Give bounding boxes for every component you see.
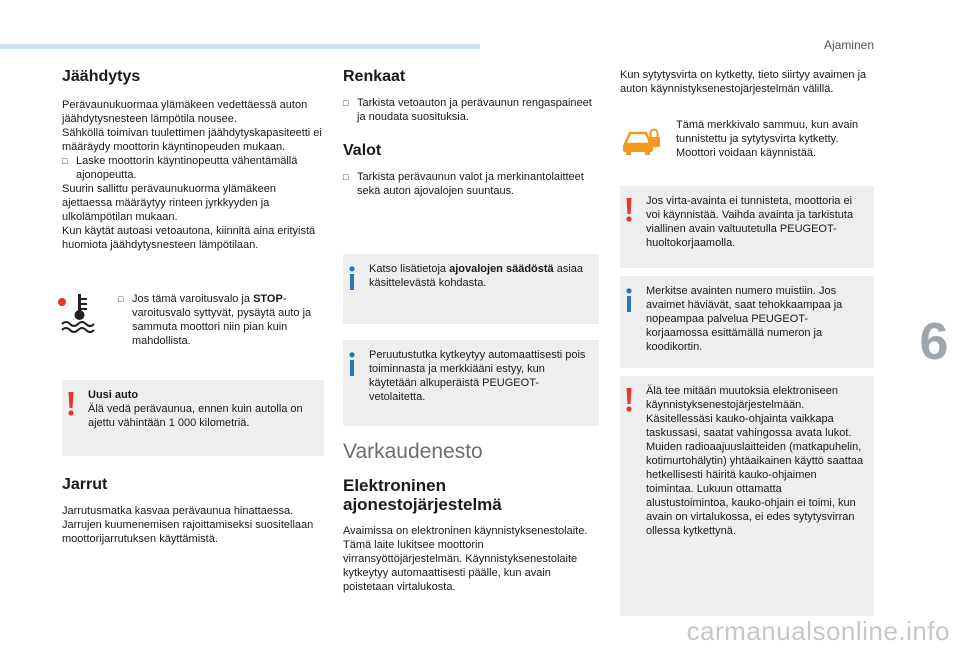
lights-title: Valot xyxy=(343,142,382,159)
warning-icon xyxy=(626,198,632,222)
modification-warning-box xyxy=(620,376,874,616)
tyres-bullet: □ Tarkista vetoauton ja perävaunun rengaspaineet ja noudata suosituksia. xyxy=(343,97,592,123)
bullet-icon: □ xyxy=(118,294,124,304)
temperature-warning xyxy=(62,292,324,372)
key-number-info-box xyxy=(620,276,874,368)
cooling-paragraph: Sähköllä toimivan tuulettimen jäähdytyskapasiteetti ei määräydy moottorin käyntinopeuden mukaan. xyxy=(62,127,322,153)
cooling-paragraph: Suurin sallittu perävaunukuorma ylämäkeen ajettaessa määräytyy rinteen jyrkkyyden ja ulkolämpötilan mukaan. xyxy=(62,183,277,223)
headlamp-info-box: Katso lisätietoja ajovalojen säädöstä asiaa käsittelevästä kohdasta. xyxy=(343,254,599,324)
immobiliser-lamp xyxy=(620,118,874,176)
brakes-title: Jarrut xyxy=(62,476,108,493)
chapter-tab: 6 xyxy=(919,313,949,371)
unrecognized-key-warning-box xyxy=(620,186,874,268)
unrecognized-key-text: Jos virta-avainta ei tunnisteta, moottoria ei voi käynnistää. Vaihda avainta ja tarkistuta viallinen avain valtuutetulla PEUGEOT-huoltokorjaamolla. xyxy=(646,195,854,249)
bullet-icon: □ xyxy=(62,156,68,166)
cooling-paragraph: Kun käytät autoasi vetoautona, kiinnitä aina erityistä huomiota jäähdytysnesteen lämpötilaan. xyxy=(62,225,316,251)
temperature-warning-text: □ Jos tämä varoitusvalo ja STOP-varoitusvalo syttyvät, pysäytä auto ja sammuta moottori niin pian kuin mahdollista. xyxy=(118,293,312,347)
immobiliser-intro: Kun sytytysvirta on kytketty, tieto siirtyy avaimen ja auton käynnistyksenestojärjestelmän välillä. xyxy=(620,69,867,95)
cooling-section xyxy=(62,98,324,252)
immobiliser-title: Elektroninen ajonestojärjestelmä xyxy=(343,476,502,514)
column-left xyxy=(62,60,324,546)
info-icon xyxy=(626,288,632,312)
section-title: Ajaminen xyxy=(823,38,874,52)
lights-bullet: □ Tarkista perävaunun valot ja merkinantolaitteet sekä auton ajovalojen suuntaus. xyxy=(343,171,584,197)
info-icon xyxy=(349,352,355,376)
column-middle xyxy=(343,60,599,594)
cooling-paragraph: Perävaunukuormaa ylämäkeen vedettäessä auton jäähdytysnesteen lämpötila nousee. xyxy=(62,99,308,125)
new-car-warning-box xyxy=(62,380,324,456)
bullet-icon: □ xyxy=(343,98,349,108)
brakes-text: Jarrutusmatka kasvaa perävaunua hinattaessa. Jarrujen kuumenemisen rajoittamiseksi suositellaan moottorijarrutuksen käyttämistä. xyxy=(62,505,314,545)
parking-sensor-info-box xyxy=(343,340,599,426)
parking-sensor-text: Peruutustutka kytkeytyy automaattisesti pois toiminnasta ja merkkiääni estyy, kun käytetään alkuperäistä PEUGEOT-vetolaitetta. xyxy=(369,349,586,403)
new-car-title: Uusi auto xyxy=(88,389,139,401)
security-title: Varkaudenesto xyxy=(343,440,483,463)
coolant-temperature-icon xyxy=(58,292,102,338)
warning-icon xyxy=(68,392,74,416)
modification-warning-text: Älä tee mitään muutoksia elektroniseen käynnistyksenestojärjestelmään. Käsitellessäsi kauko-ohjainta vaikkapa taskussasi, saatat vahingossa avata lukot. Muiden radioaajuuslaitteiden (matkapuhelin, kotimurtohälytin) yhtäaikainen käyttö saattaa hetkellisesti häiritä kauko-ohjaimen toimintaa. Lukuun ottamatta alustustoimintoa, kauko-ohjain ei toimi, kun avain on virtalukossa, ei edes sytytysvirran ollessa kytkettynä. xyxy=(646,385,864,537)
info-icon xyxy=(349,266,355,290)
immobiliser-text: Avaimissa on elektroninen käynnistyksenestolaite. Tämä laite lukitsee moottorin virransyöttöjärjestelmän. Käynnistyksenestolaite kytkeytyy automaattisesti päälle, kun avain poistetaan virtalukosta. xyxy=(343,525,588,593)
immobiliser-lamp-text: Tämä merkkivalo sammuu, kun avain tunnistettu ja sytytysvirta kytketty. Moottori voidaan käynnistää. xyxy=(676,119,859,159)
bullet-icon: □ xyxy=(343,172,349,182)
immobiliser-lamp-icon xyxy=(622,124,662,156)
watermark: carmanualsonline.info xyxy=(686,616,950,646)
warning-icon xyxy=(626,388,632,412)
header-accent-bar xyxy=(0,44,480,49)
column-right xyxy=(620,60,874,616)
new-car-text: Älä vedä perävaunua, ennen kuin autolla on ajettu vähintään 1 000 kilometriä. xyxy=(88,403,303,429)
cooling-title: Jäähdytys xyxy=(62,68,141,85)
tyres-title: Renkaat xyxy=(343,68,406,85)
cooling-bullet: □ Laske moottorin käyntinopeutta vähentämällä ajonopeutta. xyxy=(62,155,298,181)
key-number-text: Merkitse avainten numero muistiin. Jos avaimet häviävät, saat tehokkaampaa ja nopeampaa palvelua PEUGEOT-korjaamossa esittämällä numeron ja koodikortin. xyxy=(646,285,843,353)
